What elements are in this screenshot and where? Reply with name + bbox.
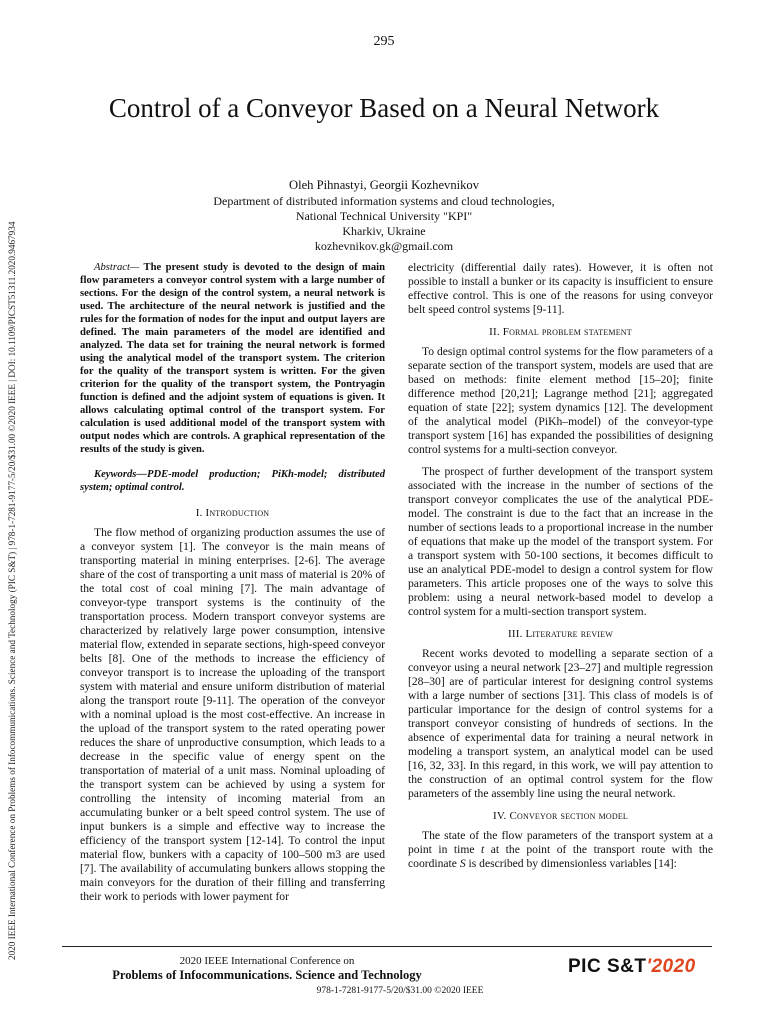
section-heading-formal-problem: II. Formal problem statement — [489, 326, 632, 338]
doi-side-note: 2020 IEEE International Conference on Problems of Infocommunications. Science and Technology (PIC S&T) | 978-1-7281-9177-5/20/$31.00 ©2020 IEEE | DOI: 10.1109/PICST51311.2020.9467934 — [7, 221, 17, 960]
introduction-paragraph: The flow method of organizing production assumes the use of a conveyor system [1]. The conveyor is the main means of transporting material in mining enterprises. [2-6]. The average share of the cost of transporting a unit mass of material is 20% of the total cost of coal mining [7]. The main advantage of conveyor-type transport systems is the continuity of the transportation process. Modern transport conveyor systems are characterized by relatively large power consumption, intensive material flow, extended in separate sections, high-speed conveyor belts [8]. One of the methods to increase the efficiency of conveyor transport is to increase the uploading of the transport system with material and ensure uniform distribution of material along the transport route [9-11]. The operation of the conveyor with a nominal upload is the most cost-effective. An increase in the upload of the transport system to the rated operating power reduces the share of unproductive consumption, which leads to a decrease in the specific value of energy spent on the transportation of material of a unit mass. Nominal uploading of the transport system can be achieved by using a system for controlling the intensity of incoming material from an accumulating bunker or a belt speed control system. The use of input bunkers is a simple and effective way to increase the efficiency of the transport system [12-14]. To control the input material flow, bunkers with a capacity of 100–500 m3 are used [7]. The availability of accumulating bunkers allows stopping the main conveyors for the duration of their filling and transferring their work to periods with lower payment for — [80, 526, 385, 903]
math-variable-t: t — [481, 843, 485, 856]
math-variable-s: S — [459, 857, 466, 870]
abstract-lead: Abstract— — [94, 262, 140, 273]
conference-logo: PIC S&T'2020 — [568, 956, 696, 977]
section-heading-literature-review: III. Literature review — [507, 628, 614, 640]
paper-title: Control of a Conveyor Based on a Neural Network — [108, 93, 660, 123]
affiliation-block — [84, 194, 684, 254]
section-heading-introduction: I. Introduction — [195, 507, 270, 519]
section-heading-conveyor-model: IV. Conveyor section model — [492, 810, 629, 822]
introduction-continued: electricity (differential daily rates). However, it is often not possible to install a bunker or its capacity is insufficient to ensure effective control. This is one of the reasons for using conveyor belt speed control systems [9-11]. — [408, 261, 713, 316]
right-column — [408, 261, 713, 879]
affiliation-city: Kharkiv, Ukraine — [342, 224, 426, 238]
literature-review-paragraph: Recent works devoted to modelling a separate section of a conveyor using a neural network [23–27] and multiple regression [28–30] are of particular interest for designing control systems with a large number of sections [31]. This class of models is of particular importance for the design of control systems for a transport conveyor consisting of hundreds of sections. In the absence of experimental data for training a neural network in modeling a transport system, an analytical model can be used [16, 32, 33]. In this regard, in this work, we will pay attention to the construction of an optimal control system for the flow parameters of the assembly line using the neural network. — [408, 647, 713, 800]
keywords: Keywords—PDE-model production; PiKh-model; distributed system; optimal control. — [80, 469, 385, 493]
abstract-text: The present study is devoted to the design of main flow parameters a conveyor control system with a large number of sections. For the design of the control system, a neural network is used. The architecture of the neural network is justified and the rules for the formation of nodes for the input and output layers are defined. The main parameters of the model are identified and analyzed. The data set for training the neural network is formed using the analytical model of the transport system. The criterion for the quality of the transport system is written. For the given criterion for the quality of the transport system, the Pontryagin function is defined and the adjoint system of equations is given. It allows calculating optimal control of the transport system. For calculation is used additional model of the transport system with output nodes which are controls. A graphical representation of the results of the study is given. — [80, 262, 385, 455]
footer-isbn: 978-1-7281-9177-5/20/$31.00 ©2020 IEEE — [316, 986, 484, 996]
formal-problem-paragraph-2: The prospect of further development of the transport system associated with the increase in the number of sections of the transport conveyor complicates the use of the analytical PDE-model. The constraint is due to the fact that an increase in the number of sections leads to a proportional increase in the number of equations that make up the model of the transport system. For a transport system with 50-100 sections, it becomes difficult to use an analytical PDE-model to design a control system for flow parameters. This article proposes one of the ways to solve this problem: using a neural network-based model to develop a control system for a multi-section transport system. — [408, 465, 713, 618]
affiliation-university: National Technical University "KPI" — [295, 209, 473, 223]
page-number: 295 — [373, 34, 395, 49]
affiliation-email[interactable]: kozhevnikov.gk@gmail.com — [314, 239, 454, 253]
left-column — [80, 261, 385, 912]
footer-divider — [62, 946, 712, 947]
abstract — [80, 261, 385, 456]
conveyor-model-paragraph: The state of the flow parameters of the transport system at a point in time t at the point of the transport route with the coordinate S is described by dimensionless variables [14]: — [408, 829, 713, 870]
footer-conference-line1: 2020 IEEE International Conference on — [179, 955, 355, 967]
affiliation-department: Department of distributed information systems and cloud technologies, — [213, 194, 555, 208]
paper-authors: Oleh Pihnastyi, Georgii Kozhevnikov — [288, 178, 480, 192]
footer-conference-line2: Problems of Infocommunications. Science and Technology — [112, 968, 422, 982]
formal-problem-paragraph-1: To design optimal control systems for the flow parameters of a separate section of the transport system, models are used that are based on methods: finite element method [15–20]; finite difference method [20,21]; Lagrange method [21]; aggregated equation of state [22]; system dynamics [12]. The development of the analytical model (PiKh–model) of the conveyor-type transport system [16] has expanded the possibilities of designing control systems for a multi-section conveyor. — [408, 345, 713, 456]
